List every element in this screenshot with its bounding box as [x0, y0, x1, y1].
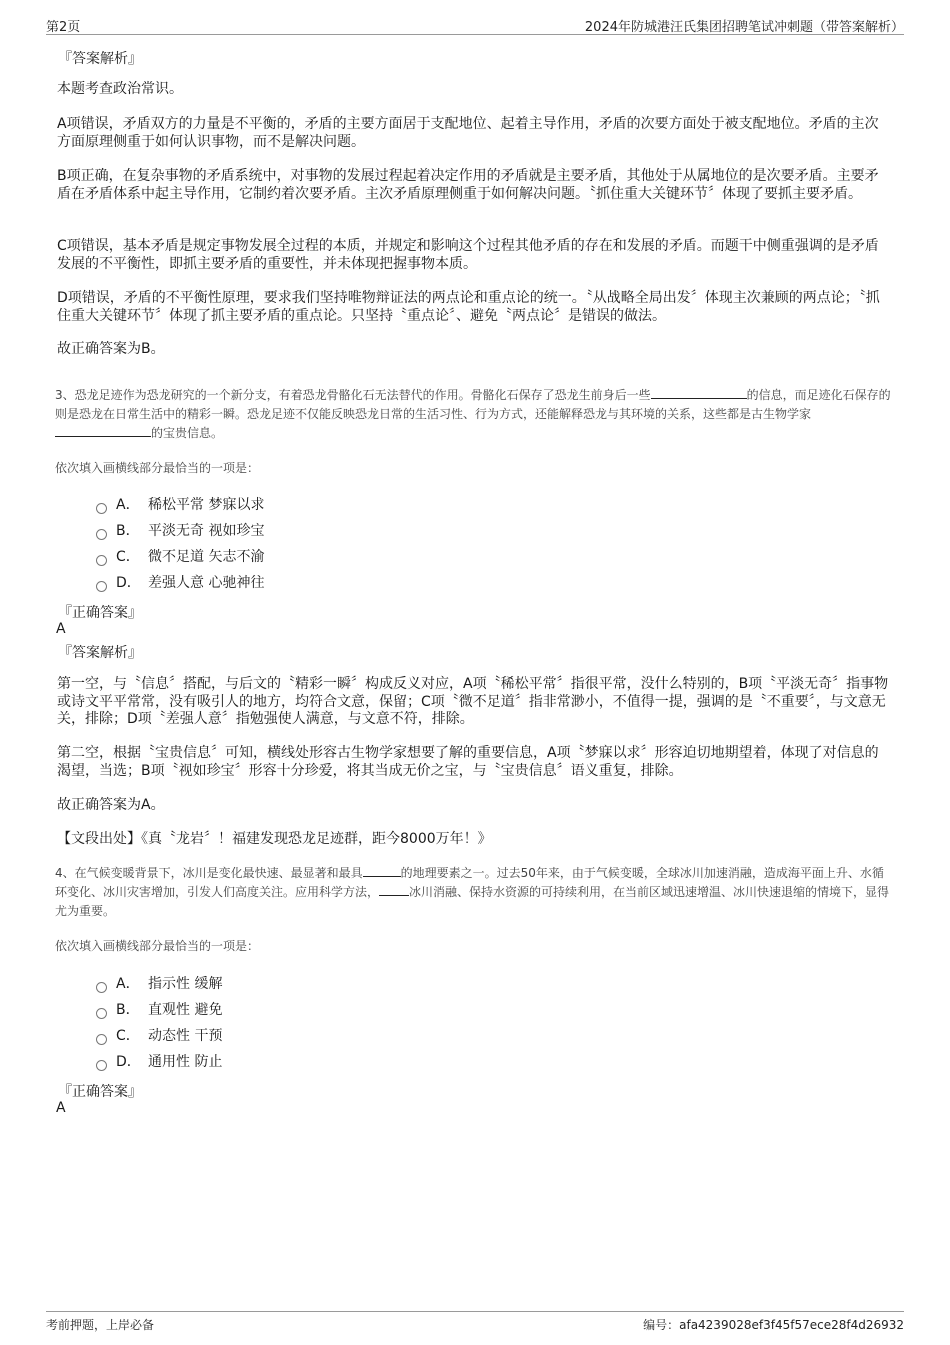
q3-option-c[interactable]: C． 微不足道 矢志不渝: [96, 546, 264, 566]
q4-stem: 4、在气候变暖背景下，冰川是变化最快速、最显著和最具 的地理要素之一。过去50年来，由于气候变暖，全球冰川加速消融，造成海平面上升、水循环变化、冰川灾害增加，引发人们高度关注。应用科学方法， 冰川消融、保持水资源的可持续利用，在当前区域迅速增温、冰川快速退缩的情境下，显得尤为重要。: [55, 866, 890, 918]
q3-option-a[interactable]: A． 稀松平常 梦寐以求: [96, 494, 264, 514]
q3-option-d[interactable]: D． 差强人意 心驰神往: [96, 572, 264, 592]
q4-prompt: 依次填入画横线部分最恰当的一项是：: [55, 939, 260, 953]
q2-analysis-paragraph: B项正确，在复杂事物的矛盾系统中，对事物的发展过程起着决定作用的矛盾就是主要矛盾，其他处于从属地位的是次要矛盾。主要矛盾在矛盾体系中起主导作用，它制约着次要矛盾。主次矛盾原理侧重于如何解决问题。〝抓住重大关键环节〞体现了要抓主要矛盾。: [57, 168, 879, 202]
q2-analysis-paragraph: 故正确答案为B。: [57, 341, 165, 357]
q3-analysis-paragraph: 第一空，与〝信息〞搭配，与后文的〝精彩一瞬〞构成反义对应，A项〝稀松平常〞指很平常，没什么特别的，B项〝平淡无奇〞指事物或诗文平平常常，没有吸引人的地方，均符合文意，保留；C项〝微不足道〞指非常渺小，不值得一提，强调的是〝不重要〞，与文意无关，排除；D项〝差强人意〞指勉强使人满意，与文意不符，排除。: [57, 676, 889, 727]
radio-icon[interactable]: [96, 555, 107, 566]
blank-line: [651, 386, 747, 399]
blank-line: [55, 424, 151, 437]
radio-icon[interactable]: [96, 503, 107, 514]
q3-answer-label: 『正确答案』: [58, 605, 142, 621]
q3-option-b[interactable]: B． 平淡无奇 视如珍宝: [96, 520, 264, 540]
q4-option-a[interactable]: A． 指示性 缓解: [96, 973, 222, 993]
radio-icon[interactable]: [96, 1034, 107, 1045]
q2-analysis-paragraph: D项错误，矛盾的不平衡性原理，要求我们坚持唯物辩证法的两点论和重点论的统一。〝从战略全局出发〞体现主次兼顾的两点论；〝抓住重大关键环节〞体现了抓主要矛盾的重点论。只坚持〝重点论〞、避免〝两点论〞是错误的做法。: [57, 290, 880, 324]
q3-analysis-paragraph: 第二空，根据〝宝贵信息〞可知，横线处形容古生物学家想要了解的重要信息，A项〝梦寐以求〞形容迫切地期望着，体现了对信息的渴望，当选；B项〝视如珍宝〞形容十分珍爱，将其当成无价之宝，与〝宝贵信息〞语义重复，排除。: [57, 745, 879, 779]
page-header: [46, 12, 904, 35]
q4-answer: A: [56, 1100, 66, 1116]
q2-analysis-paragraph: A项错误，矛盾双方的力量是不平衡的，矛盾的主要方面居于支配地位、起着主导作用，矛盾的次要方面处于被支配地位。矛盾的主次方面原理侧重于如何认识事物，而不是解决问题。: [57, 116, 879, 150]
q4-answer-label: 『正确答案』: [58, 1084, 142, 1100]
footer-slogan: 考前押题，上岸必备: [46, 1318, 155, 1332]
document-id: 编号：afa4239028ef3f45f57ece28f4d26932: [643, 1318, 904, 1332]
q3-stem: 3、恐龙足迹作为恐龙研究的一个新分支，有着恐龙骨骼化石无法替代的作用。骨骼化石保存了恐龙生前身后一些 的信息，而足迹化石保存的则是恐龙在日常生活中的精彩一瞬。恐龙足迹不仅能反映恐龙日常的生活习性、行为方式，还能解释恐龙与其环境的关系，这些都是古生物学家的宝贵信息。: [55, 388, 891, 440]
q2-analysis-paragraph: 本题考查政治常识。: [57, 81, 183, 97]
page-number: 第2页: [46, 20, 81, 35]
blank-line: [363, 864, 401, 877]
radio-icon[interactable]: [96, 529, 107, 540]
q2-analysis-paragraph: C项错误，基本矛盾是规定事物发展全过程的本质，并规定和影响这个过程其他矛盾的存在和发展的矛盾。而题干中侧重强调的是矛盾发展的不平衡性，即抓主要矛盾的重要性，并未体现把握事物本质。: [57, 238, 879, 272]
q4-option-d[interactable]: D． 通用性 防止: [96, 1051, 222, 1071]
q3-answer: A: [56, 621, 66, 637]
q2-analysis-label: 『答案解析』: [58, 51, 142, 67]
radio-icon[interactable]: [96, 982, 107, 993]
radio-icon[interactable]: [96, 581, 107, 592]
q4-option-b[interactable]: B． 直观性 避免: [96, 999, 222, 1019]
radio-icon[interactable]: [96, 1008, 107, 1019]
q3-analysis-label: 『答案解析』: [58, 645, 142, 661]
q3-analysis-paragraph: 故正确答案为A。: [57, 797, 165, 813]
q4-option-c[interactable]: C． 动态性 干预: [96, 1025, 222, 1045]
page-footer: [46, 1311, 904, 1334]
q3-prompt: 依次填入画横线部分最恰当的一项是：: [55, 461, 260, 475]
document-title: 2024年防城港汪氏集团招聘笔试冲刺题（带答案解析）: [584, 20, 904, 35]
blank-line: [379, 883, 409, 896]
q3-source: 【文段出处】《真〝龙岩〞！福建发现恐龙足迹群，距今8000万年！》: [57, 831, 492, 847]
radio-icon[interactable]: [96, 1060, 107, 1071]
